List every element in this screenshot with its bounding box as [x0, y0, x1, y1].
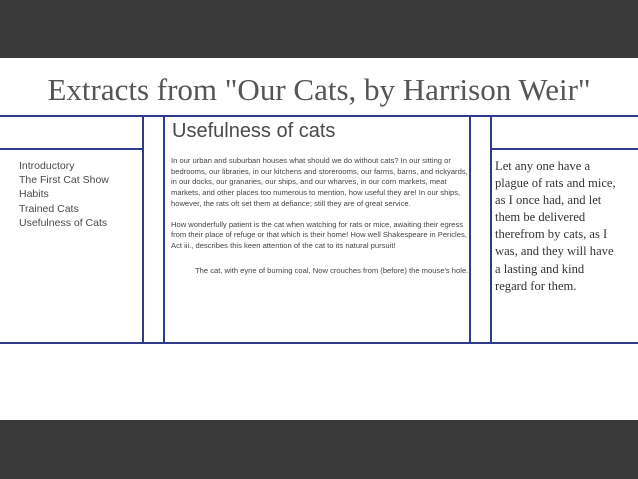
nav-header-divider	[0, 148, 142, 150]
section-heading: Usefulness of cats	[172, 120, 336, 142]
top-letterbox	[0, 0, 638, 58]
chapter-list	[19, 159, 141, 230]
column-divider	[142, 115, 144, 344]
table-top-border	[0, 115, 638, 117]
body-paragraph: How wonderfully patient is the cat when watching for rats or mice, awaiting their egress from their place of refuge or that which is their home! How well Shakespeare in Pericles, Act iii., describes this keen attention of the cat to its natural pursuit!	[171, 219, 467, 250]
slide-title: Extracts from "Our Cats, by Harrison Weir"	[47, 72, 591, 107]
chapter-item[interactable]: Habits	[19, 188, 49, 201]
chapter-item[interactable]: Usefulness of Cats	[19, 216, 108, 229]
side-header-divider	[490, 148, 638, 150]
table-bottom-border	[0, 342, 638, 344]
column-divider	[490, 115, 492, 344]
chapter-item[interactable]: The First Cat Show	[19, 174, 109, 187]
chapter-item[interactable]: Introductory	[19, 160, 75, 172]
bottom-letterbox	[0, 420, 638, 479]
slide	[0, 58, 638, 420]
chapter-item[interactable]: Trained Cats	[19, 202, 79, 215]
block-quote: The cat, with eyne of burning coal, Now crouches from (before) the mouse's hole.	[195, 265, 469, 275]
column-divider	[163, 115, 165, 344]
column-divider	[469, 115, 471, 344]
body-paragraph: In our urban and suburban houses what should we do without cats? In our sitting or bedrooms, our libraries, in our kitchens and storerooms, our farms, barns, and rickyards, in our docks, our granaries, our ships, and our wharves, in our corn markets, meat markets, and other places too numerous to mention, how useful they are! In our ships, however, the rats oft set them at defiance; still they are of great service.	[171, 156, 468, 208]
side-quote: Let any one have a plague of rats and mice, as I once had, and let them be delivered therefrom by cats, as I was, and they will have a lasting and kind regard for them.	[495, 159, 616, 293]
section-body	[171, 156, 469, 286]
